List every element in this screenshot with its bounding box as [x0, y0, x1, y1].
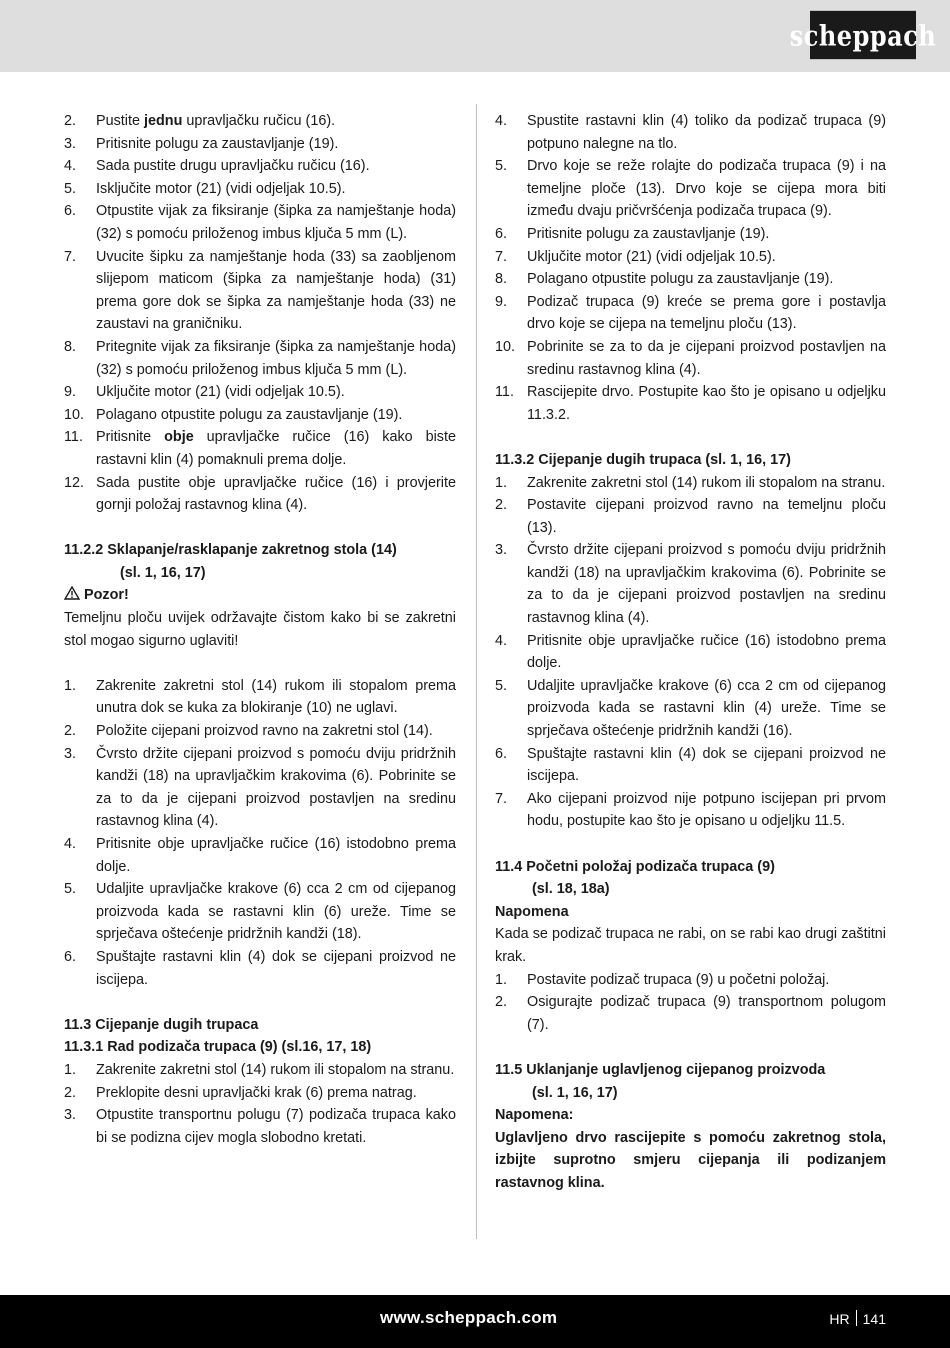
page-number: HR 141 [829, 1311, 886, 1327]
list-item: 4. Sada pustite drugu upravljačku ručicu (16). [64, 158, 370, 175]
warning-heading: Pozor! [64, 584, 456, 607]
list-item: 3. Otpustite transportnu polugu (7) podizača trupaca kako bi se podizna cijev mogla slobodno kretati. [64, 1107, 456, 1146]
list-item: 11. Pritisnite obje upravljačke ručice (16) kako biste rastavni klin (4) pomaknuli prema dolje. [64, 429, 456, 468]
section-heading-figures: (sl. 18, 18a) [532, 881, 610, 898]
list-item: 1. Zakrenite zakretni stol (14) rukom ili stopalom prema unutra dok se kuka za blokiranje (10) ne uglavi. [64, 677, 456, 717]
list-item: 1. Zakrenite zakretni stol (14) rukom ili stopalom na stranu. [64, 1061, 455, 1078]
section-heading-11-4: 11.4 Početni položaj podizača trupaca (9) [495, 858, 775, 875]
list-item: 1. Postavite podizač trupaca (9) u početni položaj. [495, 971, 830, 988]
list-item: 6. Pritisnite polugu za zaustavljanje (19). [495, 225, 770, 242]
list-item: 4. Pritisnite obje upravljačke ručice (16) istodobno prema dolje. [64, 836, 456, 875]
list-item: 6. Spuštajte rastavni klin (4) dok se cijepani proizvod ne iscijepa. [495, 745, 886, 785]
page-footer [0, 1295, 950, 1348]
steps-list-d [495, 110, 886, 426]
warning-triangle-icon [64, 586, 80, 600]
steps-list-c [64, 1059, 456, 1149]
list-item: 8. Pritegnite vijak za fiksiranje (šipka za namještanje hoda) (32) s pomoću priloženog imbus ključa 5 mm (L). [64, 338, 456, 378]
note-text: Uglavljeno drvo rascijepite s pomoću zakretnog stola, izbijte suprotno smjeru cijepanja ili podizanjem rastavnog klina. [495, 1129, 886, 1191]
note-label: Napomena: [495, 1107, 574, 1124]
list-item: 10. Polagano otpustite polugu za zaustavljanje (19). [64, 406, 403, 423]
list-item: 4. Pritisnite obje upravljačke ručice (16) istodobno prema dolje. [495, 632, 886, 672]
list-item: 8. Polagano otpustite polugu za zaustavljanje (19). [495, 271, 834, 288]
list-item: 9. Uključite motor (21) (vidi odjeljak 10.5). [64, 384, 345, 401]
list-item: 5. Isključite motor (21) (vidi odjeljak 10.5). [64, 180, 346, 197]
section-heading-11-3-2: 11.3.2 Cijepanje dugih trupaca (sl. 1, 16, 17) [495, 451, 791, 468]
list-item: 11. Rascijepite drvo. Postupite kao što je opisano u odjeljku 11.3.2. [495, 384, 886, 423]
right-column [495, 110, 886, 1195]
scheppach-logo: scheppach [810, 11, 916, 59]
list-item: 6. Otpustite vijak za fiksiranje (šipka za namještanje hoda) (32) s pomoću priloženog imbus ključa 5 mm (L). [64, 203, 456, 242]
left-column [64, 110, 456, 1149]
section-heading-11-3: 11.3 Cijepanje dugih trupaca [64, 1016, 259, 1033]
steps-list-f [495, 969, 886, 1037]
column-divider [476, 104, 477, 1239]
page-header [0, 0, 950, 72]
list-item: 2. Pustite jednu upravljačku ručicu (16). [64, 113, 336, 129]
note-text: Kada se podizač trupaca ne rabi, on se rabi kao drugi zaštitni krak. [495, 926, 886, 965]
list-item: 2. Preklopite desni upravljački krak (6) prema natrag. [64, 1084, 417, 1101]
list-item: 7. Uvucite šipku za namještanje hoda (33) sa zaobljenom slijepom maticom (šipka za namještanje hoda) (31) prema gore dok se šipka za namještanje hoda (33) ne zaustavi na graničniku. [64, 248, 456, 333]
warning-text: Temeljnu ploču uvijek održavajte čistom kako bi se zakretni stol mogao sigurno uglaviti! [64, 610, 456, 649]
list-item: 3. Čvrsto držite cijepani proizvod s pomoću dviju pridržnih kandži (18) na upravljačkim krakovima (6). Pobrinite se za to da je cijepani proizvod postavljen na sredinu rastavnog klina (4). [495, 542, 886, 627]
list-item: 10. Pobrinite se za to da je cijepani proizvod postavljen na sredinu rastavnog klina (4). [495, 338, 886, 378]
section-heading-11-3-1: 11.3.1 Rad podizača trupaca (9) (sl.16, 17, 18) [64, 1039, 372, 1056]
section-heading-11-5: 11.5 Uklanjanje uglavljenog cijepanog proizvoda [495, 1061, 826, 1078]
list-item: 7. Ako cijepani proizvod nije potpuno iscijepan pri prvom hodu, postupite kao što je opisano u odjeljku 11.5. [495, 790, 886, 830]
list-item: 6. Spuštajte rastavni klin (4) dok se cijepani proizvod ne iscijepa. [64, 948, 456, 988]
note-label: Napomena [495, 903, 569, 920]
list-item: 12. Sada pustite obje upravljačke ručice (16) i provjerite gornji položaj rastavnog klina (4). [64, 474, 456, 514]
list-item: 1. Zakrenite zakretni stol (14) rukom ili stopalom na stranu. [495, 474, 886, 491]
list-item: 4. Spustite rastavni klin (4) toliko da podizač trupaca (9) potpuno nalegne na tlo. [495, 113, 886, 152]
website-link[interactable]: www.scheppach.com [380, 1308, 558, 1327]
section-heading-11-2-2: 11.2.2 Sklapanje/rasklapanje zakretnog stola (14) [64, 542, 397, 559]
steps-list-b [64, 675, 456, 991]
list-item: 5. Drvo koje se reže rolajte do podizača trupaca (9) i na temeljne ploče (13). Drvo koje se cijepa mora biti između dvaju pričvršćenja podizača trupaca (9). [495, 158, 886, 220]
steps-list-e [495, 472, 886, 834]
list-item: 2. Postavite cijepani proizvod ravno na temeljnu ploču (13). [495, 497, 886, 536]
list-item: 9. Podizač trupaca (9) kreće se prema gore i postavlja drvo koje se cijepa na temeljnu ploču (13). [495, 293, 886, 333]
list-item: 7. Uključite motor (21) (vidi odjeljak 10.5). [495, 248, 776, 265]
section-heading-figures: (sl. 1, 16, 17) [532, 1084, 618, 1101]
list-item: 2. Osigurajte podizač trupaca (9) transportnom polugom (7). [495, 994, 886, 1033]
steps-list-a [64, 110, 456, 517]
list-item: 5. Udaljite upravljačke krakove (6) cca 2 cm od cijepanog proizvoda kada se rastavni klin (6) ureže. Time se sprječava oštećenje pridržnih kandži (18). [64, 881, 456, 943]
list-item: 2. Položite cijepani proizvod ravno na zakretni stol (14). [64, 723, 433, 740]
list-item: 3. Pritisnite polugu za zaustavljanje (19). [64, 135, 339, 152]
list-item: 5. Udaljite upravljačke krakove (6) cca 2 cm od cijepanog proizvoda kada se rastavni klin (4) ureže. Time se sprječava oštećenje pridržnih kandži (16). [495, 677, 886, 740]
list-item: 3. Čvrsto držite cijepani proizvod s pomoću dviju pridržnih kandži (18) na upravljačkim krakovima (6). Pobrinite se za to da je cijepani proizvod postavljen na sredinu rastavnog klina (4). [64, 745, 456, 830]
section-heading-figures: (sl. 1, 16, 17) [120, 564, 206, 581]
